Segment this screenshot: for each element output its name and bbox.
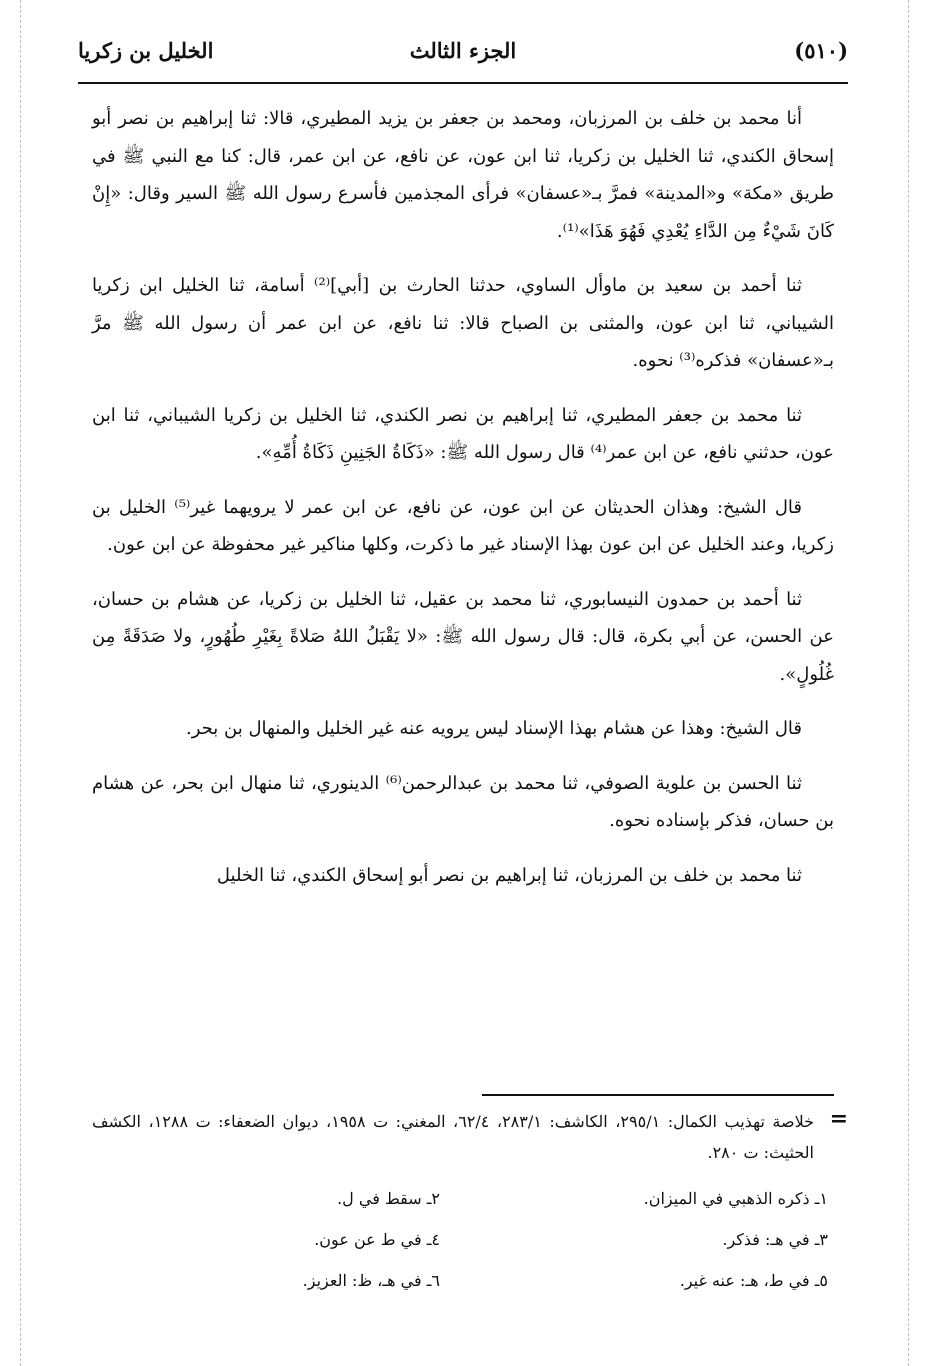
footnotes <box>92 1106 848 1301</box>
continuation-mark: = <box>829 1106 848 1132</box>
footnote-continuation <box>92 1106 848 1168</box>
page-number: (٥١٠) <box>794 38 848 63</box>
footnote-rule <box>482 1094 834 1096</box>
volume-label: الجزء الثالث <box>409 38 517 63</box>
footnote-item: ٢ـ سقط في ل. <box>337 1189 440 1208</box>
footnote-item: ٥ـ في ط، هـ: عنه غير. <box>679 1271 828 1290</box>
paragraph: قال الشيخ: وهذان الحديثان عن ابن عون، عن نافع، عن ابن عمر لا يرويهما غير⁽⁵⁾ الخليل بن زكريا، وعند الخليل عن ابن عون بهذا الإسناد غير ما ذكرت، وكلها مناكير غير محفوظة عن ابن عون. <box>92 496 834 555</box>
page-header <box>78 28 848 84</box>
main-text <box>92 100 834 911</box>
footnote-list <box>92 1178 842 1301</box>
paragraph: ثنا محمد بن خلف بن المرزبان، ثنا إبراهيم بن نصر أبو إسحاق الكندي، ثنا الخليل <box>216 864 802 886</box>
paragraph: ثنا أحمد بن سعيد بن ماوأل الساوي، حدثنا الحارث بن [أبي]⁽²⁾ أسامة، ثنا الخليل ابن زكريا الشيباني، ثنا ابن عون، والمثنى بن الصباح قالا: ثنا نافع، عن ابن عمر أن رسول الله ﷺ مرَّ بـ«عسفان» فذكره⁽³⁾ نحوه. <box>92 275 834 371</box>
paragraph: قال الشيخ: وهذا عن هشام بهذا الإسناد ليس يرويه عنه غير الخليل والمنهال بن بحر. <box>186 718 802 739</box>
continuation-text: خلاصة تهذيب الكمال: ٢٩٥/١، الكاشف: ٢٨٣/١، ٦٢/٤، المغني: ت ١٩٥٨، ديوان الضعفاء: ت ١٢٨٨، الكشف الحثيث: ت ٢٨٠. <box>92 1112 815 1162</box>
running-title: الخليل بن زكريا <box>78 38 214 63</box>
left-margin-guide <box>20 0 21 1366</box>
footnote-item: ٣ـ في هـ: فذكر. <box>722 1230 828 1249</box>
paragraph: أنا محمد بن خلف بن المرزبان، ومحمد بن جعفر بن يزيد المطيري، قالا: ثنا إبراهيم بن نصر أبو إسحاق الكندي، ثنا الخليل بن زكريا، ثنا ابن عون، عن نافع، عن ابن عمر، قال: كنا مع النبي ﷺ في طريق «مكة» و«المدينة» فمرَّ بـ«عسفان» فرأى المجذمين فأسرع رسول الله ﷺ السير وقال: «إِنْ كَانَ شَيْءٌ مِن الدَّاءِ يُعْدِي فَهُوَ هَذَا»⁽¹⁾. <box>92 108 834 242</box>
footnote-item: ٦ـ في هـ، ظ: العزيز. <box>302 1271 440 1290</box>
paragraph: ثنا الحسن بن علوية الصوفي، ثنا محمد بن عبدالرحمن⁽⁶⁾ الدينوري، ثنا منهال ابن بحر، عن هشام بن حسان، فذكر بإسناده نحوه. <box>92 772 834 831</box>
paragraph: ثنا أحمد بن حمدون النيسابوري، ثنا محمد بن عقيل، ثنا الخليل بن زكريا، عن هشام بن حسان، عن الحسن، عن أبي بكرة، قال: قال رسول الله ﷺ: «لا يَقْبَلُ اللهُ صَلاةً بِغَيْرِ طُهُورٍ، ولا صَدَقَةً مِن غُلُولٍ». <box>92 588 834 685</box>
footnote-item: ١ـ ذكره الذهبي في الميزان. <box>643 1189 828 1208</box>
footnote-item: ٤ـ في ط عن عون. <box>314 1230 440 1249</box>
paragraph: ثنا محمد بن جعفر المطيري، ثنا إبراهيم بن نصر الكندي، ثنا الخليل بن زكريا الشيباني، ثنا ابن عون، حدثني نافع، عن ابن عمر⁽⁴⁾ قال رسول الله ﷺ: «ذَكَاةُ الجَنِينِ ذَكَاةُ أُمِّهِ». <box>92 404 834 463</box>
right-margin-guide <box>908 0 909 1366</box>
header-rule <box>78 82 848 84</box>
